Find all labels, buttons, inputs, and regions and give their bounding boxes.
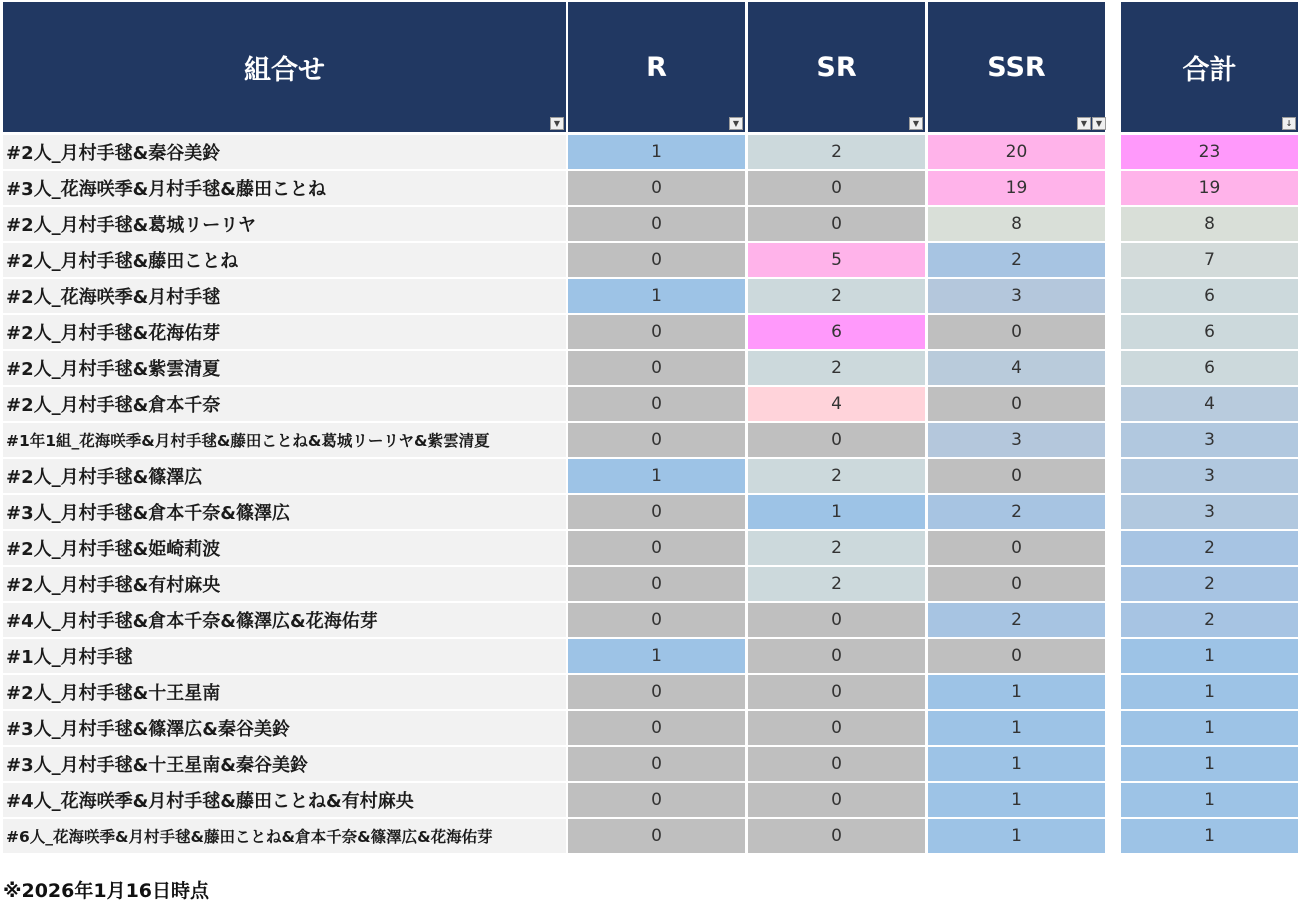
r-count-cell[interactable]: 0 (568, 531, 745, 565)
total-count-cell[interactable]: 2 (1121, 567, 1298, 601)
combo-name-cell[interactable]: #2人_月村手毬&花海佑芽 (3, 315, 566, 349)
r-count-cell[interactable]: 0 (568, 315, 745, 349)
ssr-count-cell[interactable]: 1 (928, 783, 1105, 817)
table-row (0, 459, 1300, 493)
filter-sort-icon[interactable]: ↓ (1282, 117, 1296, 130)
combo-name-cell[interactable]: #6人_花海咲季&月村手毬&藤田ことね&倉本千奈&篠澤広&花海佑芽 (3, 819, 566, 853)
combo-name-cell[interactable]: #4人_月村手毬&倉本千奈&篠澤広&花海佑芽 (3, 603, 566, 637)
table-row (0, 783, 1300, 817)
header-total (1121, 2, 1298, 132)
total-count-cell[interactable]: 3 (1121, 423, 1298, 457)
table-row (0, 603, 1300, 637)
ssr-count-cell[interactable]: 0 (928, 531, 1105, 565)
total-count-cell[interactable]: 19 (1121, 171, 1298, 205)
sr-count-cell[interactable]: 0 (748, 819, 925, 853)
sr-count-cell[interactable]: 2 (748, 351, 925, 385)
filter-dropdown-icon[interactable]: ▼ (1077, 117, 1091, 130)
sr-count-cell[interactable]: 0 (748, 207, 925, 241)
r-count-cell[interactable]: 1 (568, 279, 745, 313)
total-count-cell[interactable]: 1 (1121, 639, 1298, 673)
total-count-cell[interactable]: 7 (1121, 243, 1298, 277)
r-count-cell[interactable]: 0 (568, 351, 745, 385)
r-count-cell[interactable]: 0 (568, 819, 745, 853)
total-count-cell[interactable]: 3 (1121, 495, 1298, 529)
table-row (0, 207, 1300, 241)
combo-name-cell[interactable]: #2人_月村手毬&篠澤広 (3, 459, 566, 493)
combo-name-cell[interactable]: #2人_花海咲季&月村手毬 (3, 279, 566, 313)
filter-dropdown-icon[interactable]: ▼ (1092, 117, 1106, 130)
table-row (0, 711, 1300, 745)
combo-name-cell[interactable]: #2人_月村手毬&姫崎莉波 (3, 531, 566, 565)
combo-name-cell[interactable]: #3人_月村手毬&篠澤広&秦谷美鈴 (3, 711, 566, 745)
ssr-count-cell[interactable]: 0 (928, 639, 1105, 673)
header-r (568, 2, 745, 132)
table-row (0, 351, 1300, 385)
table-row (0, 423, 1300, 457)
header-ssr (928, 2, 1105, 132)
r-count-cell[interactable]: 0 (568, 783, 745, 817)
ssr-count-cell[interactable]: 2 (928, 495, 1105, 529)
r-count-cell[interactable]: 0 (568, 495, 745, 529)
combo-name-cell[interactable]: #1人_月村手毬 (3, 639, 566, 673)
table-row (0, 495, 1300, 529)
sr-count-cell[interactable]: 0 (748, 171, 925, 205)
total-count-cell[interactable]: 3 (1121, 459, 1298, 493)
ssr-count-cell[interactable]: 1 (928, 675, 1105, 709)
sr-count-cell[interactable]: 0 (748, 423, 925, 457)
r-count-cell[interactable]: 0 (568, 243, 745, 277)
ssr-count-cell[interactable]: 0 (928, 459, 1105, 493)
ssr-count-cell[interactable]: 1 (928, 747, 1105, 781)
combo-name-cell[interactable]: #2人_月村手毬&十王星南 (3, 675, 566, 709)
ssr-count-cell[interactable]: 2 (928, 243, 1105, 277)
sr-count-cell[interactable]: 5 (748, 243, 925, 277)
sr-count-cell[interactable]: 6 (748, 315, 925, 349)
r-count-cell[interactable]: 0 (568, 171, 745, 205)
filter-dropdown-icon[interactable]: ▼ (909, 117, 923, 130)
header-r-label: R (646, 51, 667, 83)
ssr-count-cell[interactable]: 19 (928, 171, 1105, 205)
r-count-cell[interactable]: 0 (568, 567, 745, 601)
total-count-cell[interactable]: 2 (1121, 603, 1298, 637)
total-count-cell[interactable]: 6 (1121, 315, 1298, 349)
table-row (0, 135, 1300, 169)
ssr-count-cell[interactable]: 20 (928, 135, 1105, 169)
table-row (0, 639, 1300, 673)
total-count-cell[interactable]: 6 (1121, 279, 1298, 313)
table-row (0, 747, 1300, 781)
sr-count-cell[interactable]: 2 (748, 531, 925, 565)
combo-name-cell[interactable]: #4人_花海咲季&月村手毬&藤田ことね&有村麻央 (3, 783, 566, 817)
combo-name-cell[interactable]: #2人_月村手毬&藤田ことね (3, 243, 566, 277)
r-count-cell[interactable]: 1 (568, 639, 745, 673)
table-row (0, 675, 1300, 709)
header-sr-label: SR (816, 51, 857, 83)
total-count-cell[interactable]: 1 (1121, 819, 1298, 853)
ssr-count-cell[interactable]: 0 (928, 567, 1105, 601)
ssr-count-cell[interactable]: 3 (928, 279, 1105, 313)
filter-sorted-icon[interactable]: ▼ (550, 117, 564, 130)
header-ssr-label: SSR (987, 51, 1046, 83)
table-row (0, 531, 1300, 565)
combo-name-cell[interactable]: #3人_月村手毬&倉本千奈&篠澤広 (3, 495, 566, 529)
sr-count-cell[interactable]: 0 (748, 711, 925, 745)
combo-name-cell[interactable]: #2人_月村手毬&有村麻央 (3, 567, 566, 601)
ssr-count-cell[interactable]: 3 (928, 423, 1105, 457)
combo-name-cell[interactable]: #2人_月村手毬&葛城リーリヤ (3, 207, 566, 241)
ssr-count-cell[interactable]: 2 (928, 603, 1105, 637)
combo-name-cell[interactable]: #1年1組_花海咲季&月村手毬&藤田ことね&葛城リーリヤ&紫雲清夏 (3, 423, 566, 457)
sr-count-cell[interactable]: 0 (748, 603, 925, 637)
table-row (0, 387, 1300, 421)
footnote: ※2026年1月16日時点 (3, 880, 210, 902)
ssr-count-cell[interactable]: 1 (928, 711, 1105, 745)
header-combo (3, 2, 566, 132)
header-sr (748, 2, 925, 132)
table-row (0, 243, 1300, 277)
r-count-cell[interactable]: 0 (568, 207, 745, 241)
sr-count-cell[interactable]: 0 (748, 747, 925, 781)
total-count-cell[interactable]: 1 (1121, 747, 1298, 781)
table-row (0, 279, 1300, 313)
total-count-cell[interactable]: 23 (1121, 135, 1298, 169)
header-combo-label: 組合せ (244, 54, 325, 86)
total-count-cell[interactable]: 8 (1121, 207, 1298, 241)
table-row (0, 567, 1300, 601)
ssr-count-cell[interactable]: 0 (928, 315, 1105, 349)
sr-count-cell[interactable]: 0 (748, 783, 925, 817)
combo-name-cell[interactable]: #3人_月村手毬&十王星南&秦谷美鈴 (3, 747, 566, 781)
table-row (0, 315, 1300, 349)
sr-count-cell[interactable]: 1 (748, 495, 925, 529)
r-count-cell[interactable]: 0 (568, 423, 745, 457)
ssr-count-cell[interactable]: 4 (928, 351, 1105, 385)
sr-count-cell[interactable]: 4 (748, 387, 925, 421)
sr-count-cell[interactable]: 2 (748, 279, 925, 313)
table-row (0, 819, 1300, 853)
combo-name-cell[interactable]: #2人_月村手毬&紫雲清夏 (3, 351, 566, 385)
r-count-cell[interactable]: 0 (568, 603, 745, 637)
r-count-cell[interactable]: 1 (568, 135, 745, 169)
combo-name-cell[interactable]: #2人_月村手毬&秦谷美鈴 (3, 135, 566, 169)
table-row (0, 171, 1300, 205)
total-count-cell[interactable]: 1 (1121, 711, 1298, 745)
total-count-cell[interactable]: 6 (1121, 351, 1298, 385)
total-count-cell[interactable]: 2 (1121, 531, 1298, 565)
total-count-cell[interactable]: 1 (1121, 675, 1298, 709)
total-count-cell[interactable]: 1 (1121, 783, 1298, 817)
ssr-count-cell[interactable]: 0 (928, 387, 1105, 421)
r-count-cell[interactable]: 0 (568, 675, 745, 709)
r-count-cell[interactable]: 0 (568, 747, 745, 781)
header-total-label: 合計 (1182, 54, 1237, 86)
r-count-cell[interactable]: 1 (568, 459, 745, 493)
filter-dropdown-icon[interactable]: ▼ (729, 117, 743, 130)
ssr-count-cell[interactable]: 8 (928, 207, 1105, 241)
combo-name-cell[interactable]: #2人_月村手毬&倉本千奈 (3, 387, 566, 421)
r-count-cell[interactable]: 0 (568, 387, 745, 421)
combo-name-cell[interactable]: #3人_花海咲季&月村手毬&藤田ことね (3, 171, 566, 205)
ssr-count-cell[interactable]: 1 (928, 819, 1105, 853)
sr-count-cell[interactable]: 0 (748, 675, 925, 709)
sr-count-cell[interactable]: 0 (748, 639, 925, 673)
sr-count-cell[interactable]: 2 (748, 459, 925, 493)
sr-count-cell[interactable]: 2 (748, 567, 925, 601)
total-count-cell[interactable]: 4 (1121, 387, 1298, 421)
sr-count-cell[interactable]: 2 (748, 135, 925, 169)
r-count-cell[interactable]: 0 (568, 711, 745, 745)
